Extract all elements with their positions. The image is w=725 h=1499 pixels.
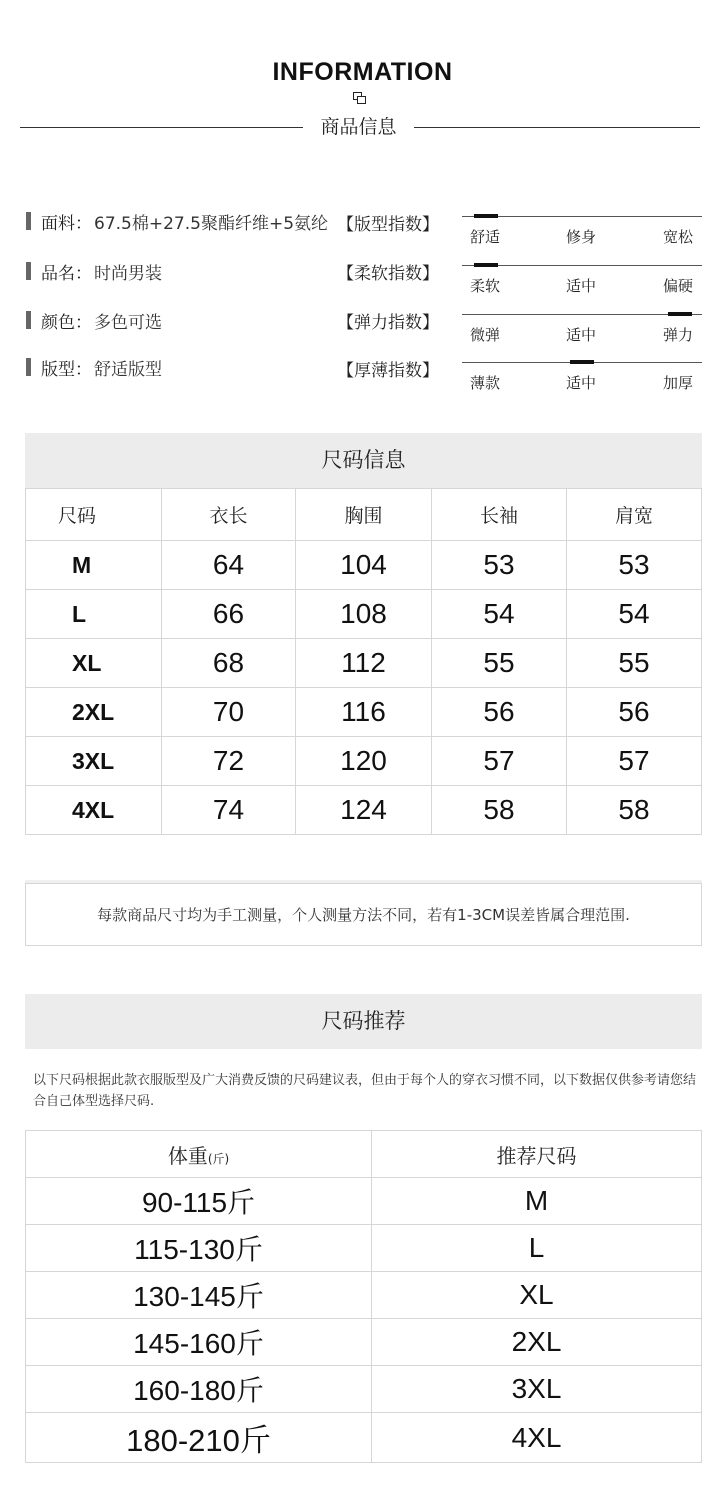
header-cell: 胸围 xyxy=(296,489,432,541)
scale-line xyxy=(462,314,702,315)
page-title: INFORMATION xyxy=(272,58,453,86)
index-scale-softness xyxy=(462,265,702,305)
sleeve-cell: 55 xyxy=(432,639,567,688)
recommend-size-cell: XL xyxy=(372,1272,702,1319)
attribute-bar xyxy=(26,358,31,376)
attribute-name xyxy=(26,259,162,283)
table-row xyxy=(26,737,702,786)
scale-option: 薄款 xyxy=(470,374,501,392)
scale-option: 舒适 xyxy=(470,228,501,246)
index-label-thickness: 【厚薄指数】 xyxy=(337,361,439,381)
size-table-header xyxy=(26,489,702,541)
size-cell: M xyxy=(26,541,162,590)
table-row xyxy=(26,1413,702,1463)
page-subtitle: 商品信息 xyxy=(320,116,397,138)
weight-cell: 90-115斤 xyxy=(26,1178,372,1225)
length-cell: 66 xyxy=(162,590,296,639)
attribute-bar xyxy=(26,311,31,329)
scale-option: 微弹 xyxy=(470,326,501,344)
index-scale-thickness xyxy=(462,362,702,402)
index-label-softness: 【柔软指数】 xyxy=(337,264,439,284)
length-cell: 70 xyxy=(162,688,296,737)
attribute-bar xyxy=(26,262,31,280)
recommend-size-cell: 2XL xyxy=(372,1319,702,1366)
attribute-label: 版型： xyxy=(41,359,92,380)
scale-option: 修身 xyxy=(566,228,597,246)
sleeve-cell: 58 xyxy=(432,786,567,835)
recommend-description: 以下尺码根据此款衣服版型及广大消费反馈的尺码建议表，但由于每个人的穿衣习惯不同，以下数据仅供参考请您结合自己体型选择尺码. xyxy=(33,1073,697,1109)
shoulder-cell: 55 xyxy=(567,639,702,688)
attribute-label: 面料： xyxy=(41,213,92,234)
size-info-header: 尺码信息 xyxy=(25,433,702,488)
table-row xyxy=(26,1366,702,1413)
sleeve-cell: 57 xyxy=(432,737,567,786)
size-table xyxy=(25,488,702,835)
size-cell: L xyxy=(26,590,162,639)
scale-line xyxy=(462,265,702,266)
weight-cell: 145-160斤 xyxy=(26,1319,372,1366)
attribute-value: 67.5棉+27.5聚酯纤维+5氨纶 xyxy=(94,213,329,234)
header-cell-size: 推荐尺码 xyxy=(372,1131,702,1178)
sleeve-cell: 56 xyxy=(432,688,567,737)
shoulder-cell: 57 xyxy=(567,737,702,786)
weight-header-label: 体重 xyxy=(167,1143,208,1168)
scale-option: 弹力 xyxy=(663,326,694,344)
scale-marker xyxy=(474,214,498,218)
shoulder-cell: 53 xyxy=(567,541,702,590)
weight-cell: 130-145斤 xyxy=(26,1272,372,1319)
attribute-fit xyxy=(26,355,162,379)
scale-option: 偏硬 xyxy=(663,277,694,295)
sleeve-cell: 54 xyxy=(432,590,567,639)
size-cell: 4XL xyxy=(26,786,162,835)
divider-left xyxy=(20,127,303,128)
table-row xyxy=(26,688,702,737)
chest-cell: 104 xyxy=(296,541,432,590)
length-cell: 68 xyxy=(162,639,296,688)
sleeve-cell: 53 xyxy=(432,541,567,590)
size-recommend-header: 尺码推荐 xyxy=(25,994,702,1049)
recommend-size-cell: 4XL xyxy=(372,1413,702,1463)
index-label-fit: 【版型指数】 xyxy=(337,215,439,235)
header-cell: 尺码 xyxy=(26,489,162,541)
attribute-value: 舒适版型 xyxy=(94,359,162,380)
table-row xyxy=(26,1225,702,1272)
header-cell-weight xyxy=(26,1131,372,1178)
recommend-size-cell: L xyxy=(372,1225,702,1272)
recommend-table xyxy=(25,1130,702,1463)
weight-cell: 160-180斤 xyxy=(26,1366,372,1413)
index-label-stretch: 【弹力指数】 xyxy=(337,313,439,333)
attribute-bar xyxy=(26,212,31,230)
scale-option: 宽松 xyxy=(663,228,694,246)
measurement-note: 每款商品尺寸均为手工测量，个人测量方法不同，若有1-3CM误差皆属合理范围. xyxy=(25,883,702,946)
header-cell: 长袖 xyxy=(432,489,567,541)
table-row xyxy=(26,541,702,590)
recommend-size-cell: M xyxy=(372,1178,702,1225)
attribute-fabric xyxy=(26,209,328,233)
scale-option: 加厚 xyxy=(663,374,694,392)
table-row xyxy=(26,590,702,639)
scale-line xyxy=(462,216,702,217)
table-row xyxy=(26,786,702,835)
weight-cell: 115-130斤 xyxy=(26,1225,372,1272)
size-cell: 2XL xyxy=(26,688,162,737)
shoulder-cell: 54 xyxy=(567,590,702,639)
size-cell: XL xyxy=(26,639,162,688)
shoulder-cell: 58 xyxy=(567,786,702,835)
attribute-label: 颜色： xyxy=(41,312,92,333)
chest-cell: 112 xyxy=(296,639,432,688)
table-row xyxy=(26,1319,702,1366)
weight-header-unit: (斤) xyxy=(207,1151,230,1166)
scale-marker xyxy=(570,360,594,364)
index-scale-stretch xyxy=(462,314,702,354)
weight-cell: 180-210斤 xyxy=(26,1413,372,1463)
attribute-value: 时尚男装 xyxy=(94,263,162,284)
table-row xyxy=(26,1178,702,1225)
divider-right xyxy=(414,127,700,128)
chest-cell: 120 xyxy=(296,737,432,786)
table-row xyxy=(26,1272,702,1319)
size-cell: 3XL xyxy=(26,737,162,786)
table-row xyxy=(26,639,702,688)
recommend-table-header xyxy=(26,1131,702,1178)
header-cell: 衣长 xyxy=(162,489,296,541)
length-cell: 74 xyxy=(162,786,296,835)
attribute-value: 多色可选 xyxy=(94,312,162,333)
chest-cell: 116 xyxy=(296,688,432,737)
scale-option: 适中 xyxy=(566,277,597,295)
scale-marker xyxy=(474,263,498,267)
chest-cell: 124 xyxy=(296,786,432,835)
recommend-size-cell: 3XL xyxy=(372,1366,702,1413)
index-scale-fit xyxy=(462,216,702,256)
shoulder-cell: 56 xyxy=(567,688,702,737)
scale-option: 适中 xyxy=(566,374,597,392)
attribute-color xyxy=(26,308,162,332)
length-cell: 72 xyxy=(162,737,296,786)
chest-cell: 108 xyxy=(296,590,432,639)
overlapping-squares-icon xyxy=(353,92,367,104)
header-cell: 肩宽 xyxy=(567,489,702,541)
scale-option: 适中 xyxy=(566,326,597,344)
length-cell: 64 xyxy=(162,541,296,590)
scale-marker xyxy=(668,312,692,316)
attribute-label: 品名： xyxy=(41,263,92,284)
scale-option: 柔软 xyxy=(470,277,501,295)
